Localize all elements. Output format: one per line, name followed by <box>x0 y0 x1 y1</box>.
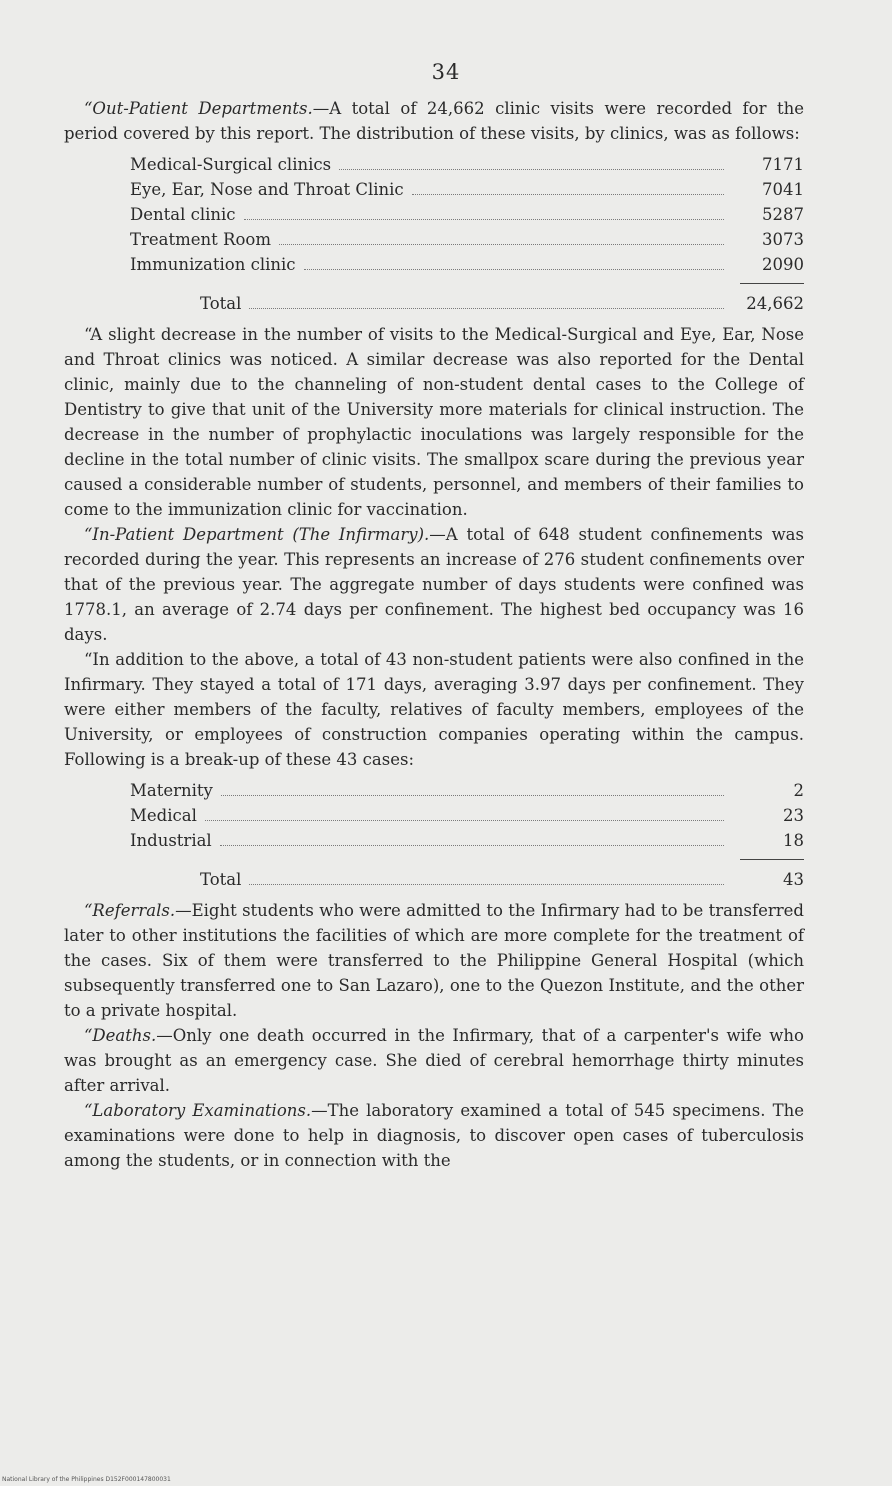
row-label: Dental clinic <box>130 205 236 224</box>
total-label: Total <box>200 870 242 889</box>
row-label: Industrial <box>130 831 212 850</box>
total-row <box>130 291 804 316</box>
total-label: Total <box>200 294 242 313</box>
total-value: 24,662 <box>746 294 804 313</box>
row-value: 3073 <box>762 230 804 249</box>
row-label: Treatment Room <box>130 230 271 249</box>
leader-dots <box>412 194 724 195</box>
table-row <box>130 177 804 202</box>
leader-dots <box>304 269 724 270</box>
leader-dots <box>279 244 724 245</box>
page-body <box>64 96 804 1173</box>
outpatient-heading: “Out-Patient Departments. <box>84 99 313 118</box>
row-value: 18 <box>783 831 804 850</box>
row-value: 23 <box>783 806 804 825</box>
outpatient-text: —A total of 24,662 clinic visits were recorded for the period covered by this report. The distribution of these visits, by clinics, was as follows: <box>64 99 804 143</box>
scan-footer: National Library of the Philippines D152F000147800031 <box>2 1476 171 1483</box>
table-row <box>130 803 804 828</box>
leader-dots <box>205 820 724 821</box>
row-value: 7041 <box>762 180 804 199</box>
row-label: Immunization clinic <box>130 255 296 274</box>
page-number: 34 <box>431 60 461 84</box>
outpatient-paragraph <box>64 96 804 146</box>
table-row <box>130 252 804 277</box>
row-value: 2 <box>793 781 804 800</box>
deaths-text: —Only one death occurred in the Infirmary, that of a carpenter's wife who was brought as an emergency case. She died of cerebral hemorrhage thirty minutes after arrival. <box>64 1026 804 1095</box>
referrals-heading: “Referrals. <box>84 901 176 920</box>
row-value: 2090 <box>762 255 804 274</box>
table-row <box>130 152 804 177</box>
deaths-heading: “Deaths. <box>84 1026 157 1045</box>
total-rule <box>740 283 804 285</box>
table-row <box>130 227 804 252</box>
table-row <box>130 202 804 227</box>
nonstudent-paragraph: “In addition to the above, a total of 43 non-student patients were also confined in the Infirmary. They stayed a total of 171 days, averaging 3.97 days per confinement. They were either members of the faculty, relatives of faculty members, employees of the University, or employees of construction companies operating within the campus. Following is a break-up of these 43 cases: <box>64 650 804 769</box>
inpatient-text: —A total of 648 student confinements was recorded during the year. This represents an increase of 276 student confinements over that of the previous year. The aggregate number of days students were confined was 1778.1, an average of 2.74 days per confinement. The highest bed occupancy was 16 days. <box>64 525 804 644</box>
deaths-paragraph <box>64 1023 804 1098</box>
leader-dots <box>249 308 724 309</box>
cases-table <box>64 778 804 892</box>
laboratory-paragraph <box>64 1098 804 1173</box>
laboratory-text: —The laboratory examined a total of 545 specimens. The examinations were done to help in diagnosis, to discover open cases of tuberculosis among the students, or in connection with the <box>64 1101 804 1170</box>
total-row <box>130 867 804 892</box>
row-label: Medical <box>130 806 197 825</box>
inpatient-paragraph <box>64 522 804 647</box>
row-value: 5287 <box>762 205 804 224</box>
laboratory-heading: “Laboratory Examinations. <box>84 1101 312 1120</box>
table-row <box>130 828 804 853</box>
row-label: Maternity <box>130 781 213 800</box>
clinic-visits-table <box>64 152 804 316</box>
leader-dots <box>220 845 724 846</box>
decrease-paragraph: “A slight decrease in the number of visits to the Medical-Surgical and Eye, Ear, Nose and Throat clinics was noticed. A similar decrease was also reported for the Dental clinic, mainly due to the channeling of non-student dental cases to the College of Dentistry to give that unit of the University more materials for clinical instruction. The decrease in the number of prophylactic inoculations was largely responsible for the decline in the total number of clinic visits. The smallpox scare during the previous year caused a considerable number of students, personnel, and members of their families to come to the immunization clinic for vaccination. <box>64 325 804 519</box>
leader-dots <box>221 795 724 796</box>
referrals-text: —Eight students who were admitted to the Infirmary had to be transferred later to other institutions the facilities of which are more complete for the treatment of the cases. Six of them were transferred to the Philippine General Hospital (which subsequently transferred one to San Lazaro), one to the Quezon Institute, and the other to a private hospital. <box>64 901 804 1020</box>
total-rule <box>740 859 804 861</box>
row-label: Eye, Ear, Nose and Throat Clinic <box>130 180 404 199</box>
leader-dots <box>249 884 724 885</box>
leader-dots <box>339 169 724 170</box>
row-label: Medical-Surgical clinics <box>130 155 332 174</box>
total-value: 43 <box>783 870 804 889</box>
referrals-paragraph <box>64 898 804 1023</box>
inpatient-heading: “In-Patient Department (The Infirmary). <box>84 525 430 544</box>
table-row <box>130 778 804 803</box>
row-value: 7171 <box>762 155 804 174</box>
leader-dots <box>244 219 724 220</box>
